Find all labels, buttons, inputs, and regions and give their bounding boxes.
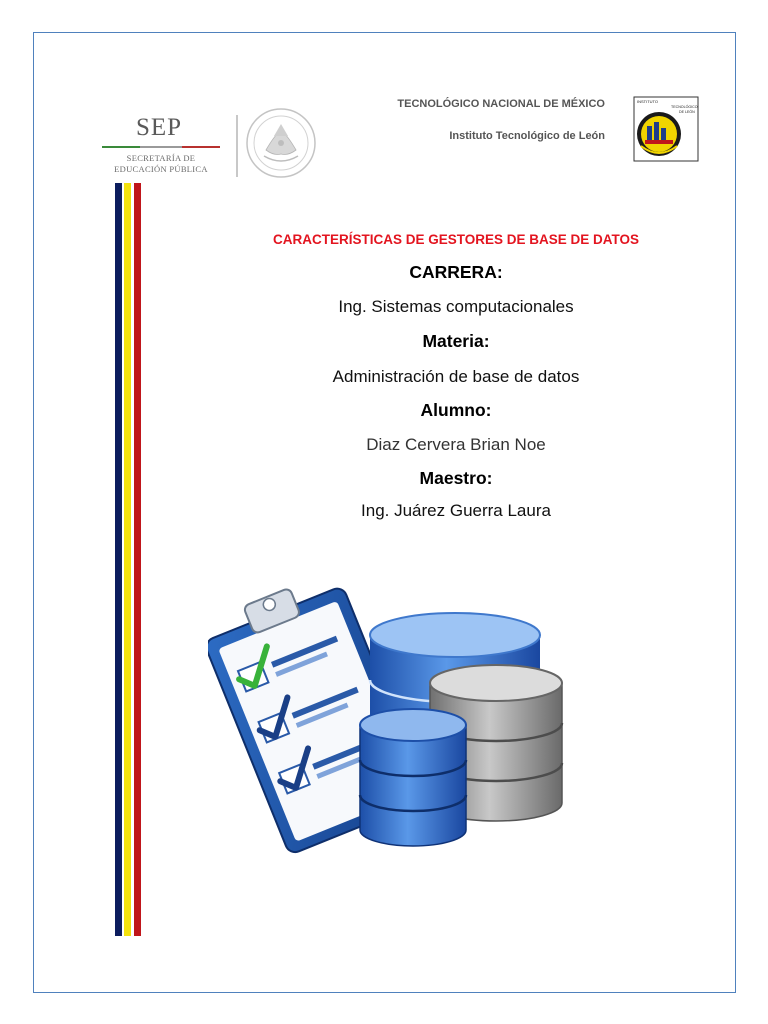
itl-logo-line2: TECNOLÓGICO xyxy=(671,105,698,109)
stripe-navy xyxy=(115,183,122,936)
itl-logo-line3: DE LEÓN xyxy=(679,110,695,114)
maestro-label: Maestro: xyxy=(419,468,493,488)
carrera-label: CARRERA: xyxy=(409,262,503,282)
stripe-yellow xyxy=(124,183,131,936)
stripe-red xyxy=(134,183,141,936)
alumno-label: Alumno: xyxy=(420,400,492,420)
campus-name: Instituto Tecnológico de León xyxy=(449,130,605,142)
sep-subtitle-line1: SECRETARÍA DE xyxy=(126,153,196,163)
sep-subtitle-line2: EDUCACIÓN PÚBLICA xyxy=(114,164,208,174)
itl-logo xyxy=(633,96,699,162)
maestro-value: Ing. Juárez Guerra Laura xyxy=(361,501,551,520)
sep-logo-rule xyxy=(102,146,220,148)
sep-logo xyxy=(96,100,226,185)
database-small-icon xyxy=(360,709,466,846)
itl-logo-line1: INSTITUTO xyxy=(637,99,659,104)
logo-divider xyxy=(236,115,238,177)
institution-name: TECNOLÓGICO NACIONAL DE MÉXICO xyxy=(397,98,605,110)
carrera-value: Ing. Sistemas computacionales xyxy=(338,297,574,316)
materia-value: Administración de base de datos xyxy=(332,367,580,386)
sep-logo-text: SEP xyxy=(136,114,183,141)
materia-label: Materia: xyxy=(422,331,490,351)
mexico-seal-icon xyxy=(244,106,318,180)
database-checklist-icon xyxy=(208,565,578,865)
document-title: CARACTERÍSTICAS DE GESTORES DE BASE DE DATOS xyxy=(272,232,640,247)
alumno-value: Diaz Cervera Brian Noe xyxy=(366,435,546,454)
